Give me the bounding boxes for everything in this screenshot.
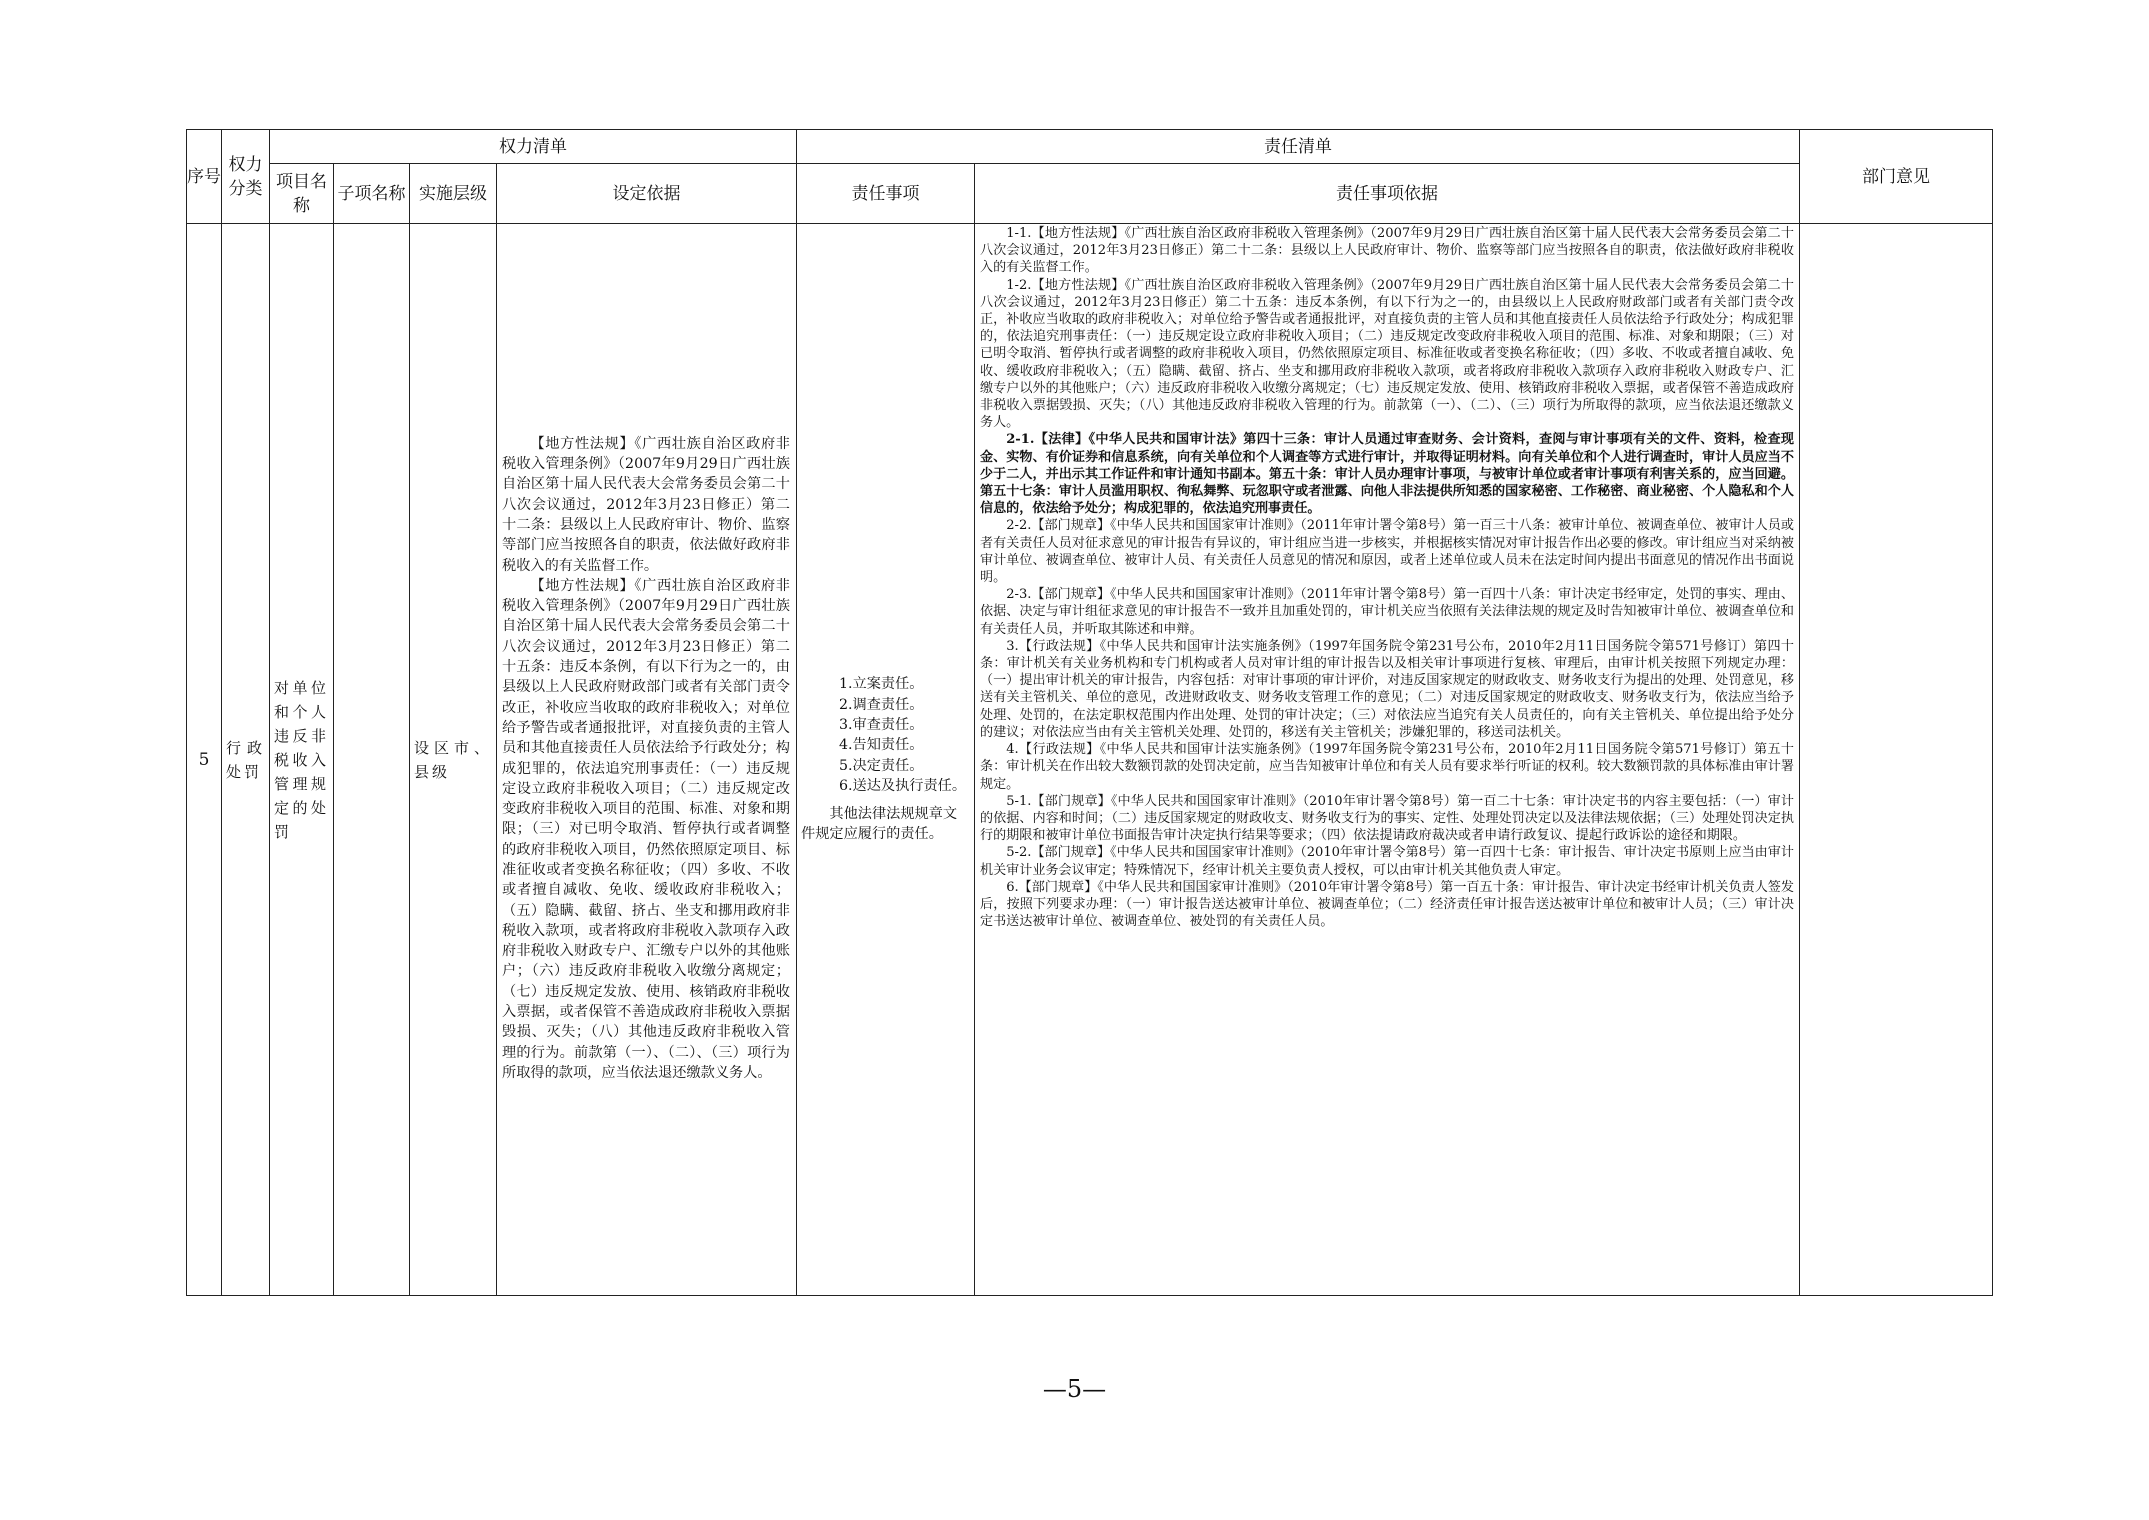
basis-paragraph: 【地方性法规】《广西壮族自治区政府非税收入管理条例》（2007年9月29日广西壮族自治区第十届人民代表大会常务委员会第二十八次会议通过，2012年3月23日修正）第二十二条：县级以上人民政府审计、物价、监察等部门应当按照各自的职责，依法做好政府非税收入的有关监督工作。	[502, 435, 790, 574]
header-dept-opinion: 部门意见	[1800, 130, 1993, 224]
resp-basis-paragraph: 3.【行政法规】《中华人民共和国审计法实施条例》（1997年国务院令第231号公布，2010年2月11日国务院令第571号修订）第四十条：审计机关有关业务机构和专门机构或者人员对审计组的审计报告以及相关审计事项进行复核、审理后，由审计机关按照下列规定办理：（一）提出审计机关的审计报告，内容包括：对审计事项的审计评价，对违反国家规定的财政收支、财务收支行为提出的处理、处罚意见，移送有关主管机关、单位的意见，改进财政收支、财务收支管理工作的意见；（二）对违反国家规定的财政收支、财务收支行为，依法应当给予处理、处罚的，在法定职权范围内作出处理、处罚的审计决定；（三）对依法应当追究有关人员责任的，向有关主管机关、单位提出给予处分的建议；对依法应当由有关主管机关处理、处罚的，移送有关主管机关；涉嫌犯罪的，移送司法机关。	[980, 638, 1794, 740]
header-seq: 序号	[187, 130, 222, 224]
row-basis	[497, 224, 797, 1296]
row-category: 行政处罚	[222, 224, 270, 1296]
resp-item: 2.调查责任。	[839, 696, 924, 713]
header-resp-list: 责任清单	[797, 130, 1800, 164]
resp-basis-paragraph: 2-3.【部门规章】《中华人民共和国国家审计准则》（2011年审计署令第8号）第一百四十八条：审计决定书经审定，处罚的事实、理由、依据、决定与审计组征求意见的审计报告不一致并且加重处罚的，审计机关应当依照有关法律法规的规定及时告知被审计单位、被调查单位和有关责任人员，并听取其陈述和申辩。	[980, 587, 1794, 637]
resp-basis-paragraph: 6.【部门规章】《中华人民共和国国家审计准则》（2010年审计署令第8号）第一百五十条：审计报告、审计决定书经审计机关负责人签发后，按照下列要求办理：（一）审计报告送达被审计单位、被调查单位；（二）经济责任审计报告送达被审计单位和被审计人员；（三）审计决定书送达被审计单位、被调查单位、被处罚的有关责任人员。	[980, 879, 1794, 930]
resp-basis-paragraph: 2-1.【法律】《中华人民共和国审计法》第四十三条：审计人员通过审查财务、会计资料，查阅与审计事项有关的文件、资料，检查现金、实物、有价证券和信息系统，向有关单位和个人调查等方式进行审计，并取得证明材料。向有关单位和个人进行调查时，审计人员应当不少于二人，并出示其工作证件和审计通知书副本。第五十条：审计人员办理审计事项，与被审计单位或者审计事项有利害关系的，应当回避。第五十七条：审计人员滥用职权、徇私舞弊、玩忽职守或者泄露、向他人非法提供所知悉的国家秘密、工作秘密、商业秘密、个人隐私和个人信息的，依法给予处分；构成犯罪的，依法追究刑事责任。	[980, 432, 1794, 517]
resp-item: 4.告知责任。	[839, 737, 924, 754]
header-resp-basis: 责任事项依据	[975, 164, 1800, 224]
row-sub-item-name	[334, 224, 410, 1296]
header-impl-level: 实施层级	[410, 164, 497, 224]
header-item-name: 项目名称	[270, 164, 334, 224]
resp-basis-paragraph: 1-2.【地方性法规】《广西壮族自治区政府非税收入管理条例》（2007年9月29日广西壮族自治区第十届人民代表大会常务委员会第二十八次会议通过，2012年3月23日修正）第二十五条：违反本条例，有以下行为之一的，由县级以上人民政府财政部门或者有关部门责令改正，补收应当收取的政府非税收入；对单位给予警告或者通报批评，对直接负责的主管人员和其他直接责任人员依法给予行政处分；构成犯罪的，依法追究刑事责任：（一）违反规定设立政府非税收入项目；（二）违反规定改变政府非税收入项目的范围、标准、对象和期限；（三）对已明令取消、暂停执行或者调整的政府非税收入项目，仍然依照原定项目、标准征收或者变换名称征收；（四）多收、不收或者擅自减收、免收、缓收政府非税收入；（五）隐瞒、截留、挤占、坐支和挪用政府非税收入款项，或者将政府非税收入款项存入政府非税收入财政专户、汇缴专户以外的其他账户；（六）违反政府非税收入收缴分离规定；（七）违反规定发放、使用、核销政府非税收入票据，或者保管不善造成政府非税收入票据毁损、灭失；（八）其他违反政府非税收入管理的行为。前款第（一）、（二）、（三）项行为所取得的款项，应当依法退还缴款义务人。	[980, 277, 1794, 431]
resp-basis-paragraph: 2-2.【部门规章】《中华人民共和国国家审计准则》（2011年审计署令第8号）第一百三十八条：被审计单位、被调查单位、被审计人员或者有关责任人员对征求意见的审计报告有异议的，审计组应当进一步核实，并根据核实情况对审计报告作出必要的修改。审计组应当对采纳被审计单位、被调查单位、被审计人员、有关责任人员意见的情况和原因，或者上述单位或人员未在法定时间内提出书面意见的情况作出书面说明。	[980, 518, 1794, 586]
row-resp-items	[797, 224, 975, 1296]
row-dept-opinion	[1800, 224, 1993, 1296]
row-impl-level: 设区市、县级	[410, 224, 497, 1296]
row-seq: 5	[187, 224, 222, 1296]
resp-basis-paragraph: 4.【行政法规】《中华人民共和国审计法实施条例》（1997年国务院令第231号公布，2010年2月11日国务院令第571号修订）第五十条：审计机关在作出较大数额罚款的处罚决定前，应当告知被审计单位和有关人员有要求举行听证的权利。较大数额罚款的具体标准由审计署规定。	[980, 742, 1794, 792]
power-responsibility-table	[186, 129, 1993, 1296]
resp-basis-paragraph: 5-2.【部门规章】《中华人民共和国国家审计准则》（2010年审计署令第8号）第一百四十七条：审计报告、审计决定书原则上应当由审计机关审计业务会议审定；特殊情况下，经审计机关主要负责人授权，可以由审计机关其他负责人审定。	[980, 845, 1794, 878]
resp-item: 5.决定责任。	[839, 757, 924, 774]
resp-basis-paragraph: 5-1.【部门规章】《中华人民共和国国家审计准则》（2010年审计署令第8号）第一百二十七条：审计决定书的内容主要包括：（一）审计的依据、内容和时间；（二）违反国家规定的财政收支、财务收支行为的事实、定性、处理处罚决定以及法律法规依据；（三）处理处罚决定执行的期限和被审计单位书面报告审计决定执行结果等要求；（四）依法提请政府裁决或者申请行政复议、提起行政诉讼的途径和期限。	[980, 793, 1794, 844]
resp-basis-paragraph: 1-1.【地方性法规】《广西壮族自治区政府非税收入管理条例》（2007年9月29日广西壮族自治区第十届人民代表大会常务委员会第二十八次会议通过，2012年3月23日修正）第二十二条：县级以上人民政府审计、物价、监察等部门应当按照各自的职责，依法做好政府非税收入的有关监督工作。	[980, 226, 1794, 276]
row-resp-basis	[975, 224, 1800, 1296]
header-category: 权力分类	[222, 130, 270, 224]
header-basis: 设定依据	[497, 164, 797, 224]
header-sub-item-name: 子项名称	[334, 164, 410, 224]
table-row	[187, 224, 1993, 1296]
header-resp-items: 责任事项	[797, 164, 975, 224]
resp-item: 6.送达及执行责任。	[839, 777, 967, 794]
basis-paragraph: 【地方性法规】《广西壮族自治区政府非税收入管理条例》（2007年9月29日广西壮族自治区第十届人民代表大会常务委员会第二十八次会议通过，2012年3月23日修正）第二十五条：违反本条例，有以下行为之一的，由县级以上人民政府财政部门或者有关部门责令改正，补收应当收取的政府非税收入；对单位给予警告或者通报批评，对直接负责的主管人员和其他直接责任人员依法给予行政处分；构成犯罪的，依法追究刑事责任：（一）违反规定设立政府非税收入项目；（二）违反规定改变政府非税收入项目的范围、标准、对象和期限；（三）对已明令取消、暂停执行或者调整的政府非税收入项目，仍然依照原定项目、标准征收或者变换名称征收；（四）多收、不收或者擅自减收、免收、缓收政府非税收入；（五）隐瞒、截留、挤占、坐支和挪用政府非税收入款项，或者将政府非税收入款项存入政府非税收入财政专户、汇缴专户以外的其他账户；（六）违反政府非税收入收缴分离规定；（七）违反规定发放、使用、核销政府非税收入票据，或者保管不善造成政府非税收入票据毁损、灭失；（八）其他违反政府非税收入管理的行为。前款第（一）、（二）、（三）项行为所取得的款项，应当依法退还缴款义务人。	[502, 577, 790, 1081]
page-number: —5—	[1042, 1375, 1107, 1403]
resp-other: 其他法律法规规章文件规定应履行的责任。	[801, 806, 958, 843]
resp-item: 1.立案责任。	[839, 676, 924, 693]
resp-item: 3.审查责任。	[839, 716, 924, 733]
row-item-name: 对单位和个人违反非税收入管理规定的处罚	[270, 224, 334, 1296]
header-power-list: 权力清单	[270, 130, 797, 164]
